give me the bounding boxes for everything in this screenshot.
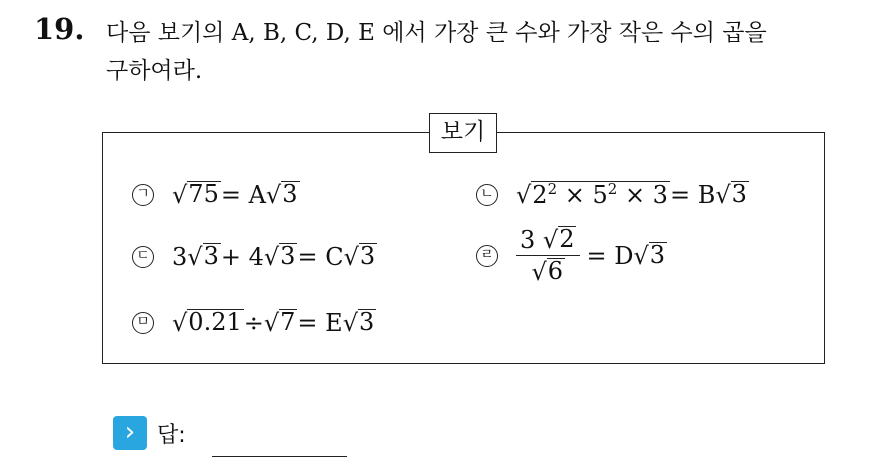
- equation-rhs: = C: [297, 243, 344, 271]
- numerator: 3 √ 2: [516, 226, 580, 256]
- exponent: 2: [607, 180, 618, 198]
- radicand: 3: [282, 180, 298, 208]
- equation-rhs: = E: [297, 309, 343, 337]
- radicand-part: × 3: [617, 181, 668, 209]
- sqrt-expression: √ 0.21: [172, 308, 242, 337]
- sqrt-expression: √ 3: [263, 242, 296, 271]
- sqrt-expression: √ 3: [343, 242, 376, 271]
- marker-digeut: ㄷ: [132, 246, 154, 268]
- fraction: [516, 226, 580, 286]
- radicand: 3: [731, 180, 747, 208]
- operator: + 4: [220, 243, 264, 271]
- chevron-right-icon: ›: [113, 416, 147, 450]
- marker-rieul: ㄹ: [476, 245, 498, 267]
- answer-label: 답:: [157, 422, 186, 448]
- coefficient: 3: [520, 226, 543, 254]
- marker-nieun: ㄴ: [476, 184, 498, 206]
- marker-mieum: ㅁ: [132, 312, 154, 334]
- example-item-d: [476, 226, 667, 286]
- sqrt-expression: √ 3: [633, 241, 666, 270]
- sqrt-expression: √ 3: [342, 308, 375, 337]
- radicand: 3: [280, 242, 296, 270]
- sqrt-expression: √ $2^2 \times 5^2 \times 3$: [516, 180, 668, 209]
- radicand: 3: [359, 242, 376, 270]
- marker-giyeok: ㄱ: [132, 184, 154, 206]
- sqrt-expression: √ 3: [715, 180, 747, 209]
- radicand: 6: [547, 257, 564, 285]
- sqrt-expression: √ 3: [187, 242, 219, 271]
- example-item-b: [476, 181, 749, 209]
- example-box-title: 보기: [429, 113, 497, 153]
- example-item-e: [132, 309, 376, 337]
- radicand: 3: [203, 242, 219, 270]
- radicand: 2: [559, 225, 575, 253]
- sqrt-expression: √ 3: [265, 180, 298, 209]
- radicand: [531, 181, 670, 208]
- exponent: 2: [547, 180, 558, 198]
- radicand-part: × 5: [557, 181, 608, 209]
- example-item-a: [132, 181, 300, 209]
- question-text-line1: 다음 보기의 A, B, C, D, E 에서 가장 큰 수와 가장 작은 수의 곱을: [106, 20, 767, 46]
- answer-row: [113, 416, 186, 450]
- example-item-c: [132, 243, 377, 271]
- equation-rhs: = A: [220, 181, 266, 209]
- radicand: 75: [188, 180, 219, 208]
- radicand: 7: [280, 308, 296, 336]
- sqrt-expression: √ 75: [172, 180, 219, 209]
- sqrt-expression: √ 7: [263, 308, 296, 337]
- equation-rhs: = B: [669, 181, 716, 209]
- radicand-part: 2: [532, 181, 548, 209]
- radicand: 3: [358, 308, 375, 336]
- denominator: √ 6: [531, 257, 564, 286]
- question-number: 19.: [34, 12, 85, 46]
- operator: ÷: [243, 309, 264, 337]
- equation-rhs: = D: [586, 242, 634, 270]
- radicand: 3: [649, 241, 666, 269]
- radicand: 0.21: [188, 308, 242, 336]
- coefficient: 3: [172, 243, 188, 271]
- answer-blank[interactable]: [212, 456, 347, 457]
- question-text-line2: 구하여라.: [106, 58, 203, 84]
